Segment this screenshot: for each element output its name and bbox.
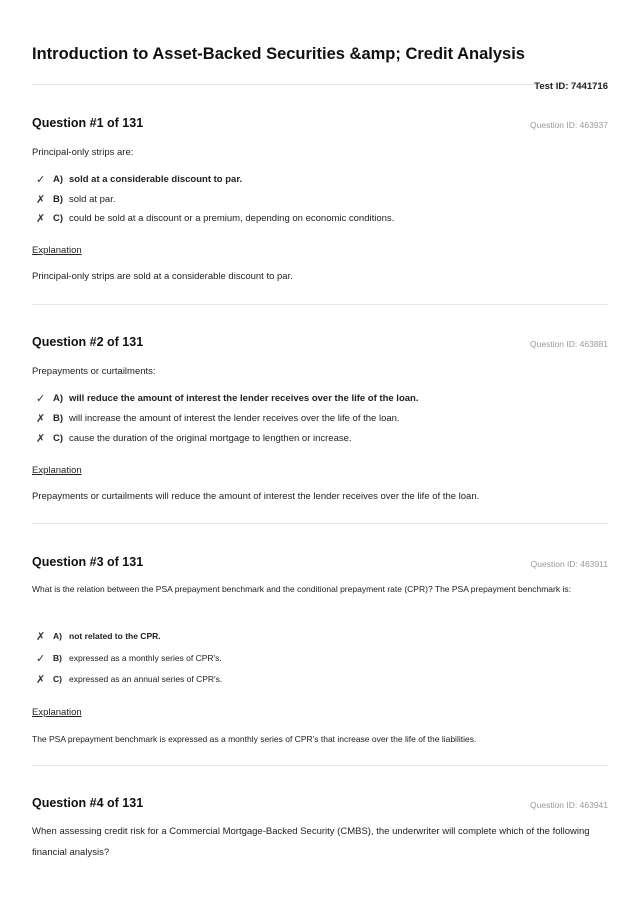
answer-text: not related to the CPR. (69, 631, 161, 641)
question-3-explanation: The PSA prepayment benchmark is expressed as a monthly series of CPR's that increase over the life of the liabilities. (32, 734, 477, 744)
answer-letter: A) (53, 631, 62, 641)
question-4-text: When assessing credit risk for a Commercial Mortgage-Backed Security (CMBS), the underwriter will complete which of the following financial analysis? (32, 826, 590, 858)
answer-letter: B) (53, 193, 64, 205)
answer-text: expressed as an annual series of CPR's. (69, 674, 223, 684)
answer-text: sold at a considerable discount to par. (69, 173, 243, 185)
question-1-explanation-label: Explanation (32, 245, 82, 256)
answer-letter: A) (53, 392, 64, 404)
question-3-answer-c (36, 672, 222, 686)
cross-icon: ✗ (36, 673, 46, 686)
answer-letter: B) (53, 412, 64, 424)
answer-letter: A) (53, 173, 64, 185)
check-icon: ✓ (36, 392, 46, 405)
question-3-heading: Question #3 of 131 (32, 555, 144, 569)
question-2-id: Question ID: 463881 (530, 339, 608, 349)
answer-text: could be sold at a discount or a premium, depending on economic conditions. (69, 212, 395, 224)
question-2-answer-b (36, 411, 400, 425)
question-1-answer-c (36, 211, 394, 225)
question-2-explanation: Prepayments or curtailments will reduce the amount of interest the lender receives over the life of the loan. (32, 491, 480, 502)
answer-letter: B) (53, 653, 62, 663)
answer-letter: C) (53, 212, 64, 224)
question-4-id: Question ID: 463941 (530, 800, 608, 810)
cross-icon: ✗ (36, 193, 46, 206)
cross-icon: ✗ (36, 212, 46, 225)
answer-text: will reduce the amount of interest the lender receives over the life of the loan. (69, 392, 419, 404)
answer-text: cause the duration of the original mortgage to lengthen or increase. (69, 432, 352, 444)
question-1-text: Principal-only strips are: (32, 147, 134, 158)
question-1-answer-b (36, 192, 115, 206)
question-1-answer-a (36, 172, 242, 186)
answer-text: sold at par. (69, 193, 116, 205)
answer-text: expressed as a monthly series of CPR's. (69, 653, 222, 663)
document-title: Introduction to Asset-Backed Securities &amp; Credit Analysis (32, 45, 525, 63)
question-2-answer-c (36, 431, 352, 445)
question-3-explanation-label: Explanation (32, 707, 82, 718)
question-2-explanation-label: Explanation (32, 465, 82, 476)
question-2-heading: Question #2 of 131 (32, 335, 144, 349)
answer-text: will increase the amount of interest the lender receives over the life of the loan. (69, 412, 400, 424)
question-divider (32, 523, 608, 524)
question-divider (32, 765, 608, 766)
question-1-id: Question ID: 463937 (530, 120, 608, 130)
question-1-explanation: Principal-only strips are sold at a considerable discount to par. (32, 271, 293, 282)
cross-icon: ✗ (36, 432, 46, 445)
question-3-answer-a (36, 629, 161, 643)
answer-letter: C) (53, 674, 62, 684)
question-3-answer-b (36, 651, 222, 665)
question-2-text: Prepayments or curtailments: (32, 366, 156, 377)
question-3-text: What is the relation between the PSA prepayment benchmark and the conditional prepayment rate (CPR)? The PSA prepayment benchmark is: (32, 584, 571, 594)
question-2-answer-a (36, 391, 418, 405)
question-4-heading: Question #4 of 131 (32, 796, 144, 810)
answer-letter: C) (53, 432, 64, 444)
cross-icon: ✗ (36, 412, 46, 425)
question-3-id: Question ID: 463911 (530, 559, 608, 569)
check-icon: ✓ (36, 652, 46, 665)
question-1-heading: Question #1 of 131 (32, 116, 144, 130)
question-divider (32, 304, 608, 305)
test-id: Test ID: 7441716 (534, 81, 608, 92)
cross-icon: ✗ (36, 630, 46, 643)
title-divider (32, 84, 608, 85)
check-icon: ✓ (36, 173, 46, 186)
